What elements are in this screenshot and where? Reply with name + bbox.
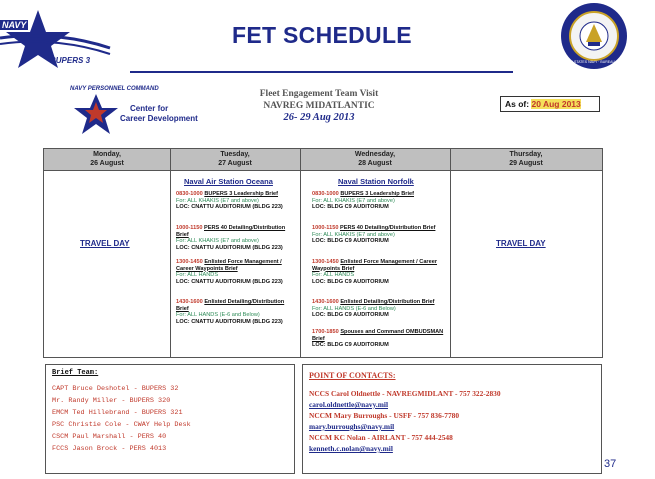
poc-email-link[interactable]: mary.burroughs@navy.mil — [309, 422, 395, 431]
column-date: 27 August — [218, 159, 252, 167]
event-name: BUPERS 3 Leadership Brief — [204, 191, 279, 197]
event-name: Enlisted Detailing/Distribution Brief — [176, 299, 285, 312]
event-location: LOC: BLDG C9 AUDITORIUM — [312, 278, 389, 285]
visit-header — [244, 88, 394, 124]
tuesday-event — [176, 225, 294, 251]
event-name: PERS 40 Detailing/Distribution Brief — [340, 225, 436, 231]
event-location: LOC: CNATTU AUDITORIUM (BLDG 223) — [176, 318, 283, 325]
wednesday-event — [312, 225, 444, 245]
event-time: 1300-1450 — [312, 259, 339, 265]
npc-career-development-logo — [66, 86, 206, 138]
poc-email-link[interactable]: carol.oldnettle@navy.mil — [309, 400, 388, 409]
npc-brand-text: NAVY PERSONNEL COMMAND — [70, 86, 159, 92]
column-day: Wednesday, — [354, 151, 396, 158]
event-audience: For: ALL HANDS — [312, 272, 355, 279]
event-time: 1000-1150 — [312, 225, 339, 231]
event-location: LOC: CNATTU AUDITORIUM (BLDG 223) — [176, 244, 283, 251]
brief-team-header: Brief Team: — [52, 369, 99, 377]
event-location: LOC: CNATTU AUDITORIUM (BLDG 223) — [176, 204, 283, 211]
as-of-box — [500, 96, 600, 112]
schedule-header-row — [44, 149, 602, 171]
event-time: 1430-1600 — [312, 299, 339, 305]
column-header-thursday — [450, 151, 602, 168]
event-name: Enlisted Detailing/Distribution Brief — [340, 299, 435, 305]
event-name: Enlisted Force Management / Career Waypoints Brief — [176, 259, 282, 272]
poc-name: NCCM Mary Burroughs - USFF - 757 836-7780 — [309, 411, 460, 420]
as-of-label: As of: — [505, 99, 530, 109]
column-divider — [300, 149, 301, 357]
event-time: 0830-1000 — [312, 191, 339, 197]
event-time: 1430-1600 — [176, 299, 203, 305]
as-of-date: 20 Aug 2013 — [531, 99, 581, 109]
event-audience: For: ALL KHAKIS (E7 and above) — [312, 231, 395, 238]
event-audience: For: ALL KHAKIS (E7 and above) — [176, 197, 259, 204]
npc-center-line2: Career Development — [120, 114, 198, 123]
brief-team-box — [45, 364, 295, 474]
wednesday-event — [312, 299, 444, 319]
poc-name: NCCS Carol Oldnettle - NAVREGMIDLANT - 757 322-2830 — [309, 389, 501, 398]
team-member: CSCM Paul Marshall - PERS 40 — [52, 433, 167, 441]
column-header-wednesday — [300, 151, 450, 168]
event-location: LOC: BLDG C9 AUDITORIUM — [312, 312, 389, 319]
column-divider — [170, 149, 171, 357]
tuesday-event — [176, 191, 294, 211]
column-header-tuesday — [170, 151, 300, 168]
tuesday-location: Naval Air Station Oceana — [184, 177, 273, 186]
wednesday-event — [312, 329, 444, 349]
event-name: Enlisted Force Management / Career Waypoints Brief — [312, 259, 438, 272]
column-divider — [450, 149, 451, 357]
navy-bupers-logo — [0, 8, 110, 72]
event-location: LOC: BLDG C9 AUDITORIUM — [312, 204, 389, 211]
event-time: 0830-1000 — [176, 191, 203, 197]
column-day: Thursday, — [509, 151, 543, 158]
event-name: BUPERS 3 Leadership Brief — [340, 191, 415, 197]
poc-name: NCCM KC Nolan - AIRLANT - 757 444-2548 — [309, 433, 453, 442]
event-audience: For: ALL KHAKIS (E7 and above) — [176, 238, 259, 245]
event-name: PERS 40 Detailing/Distribution Brief — [176, 225, 286, 238]
monday-travel-day: TRAVEL DAY — [80, 239, 130, 248]
event-audience: For: ALL KHAKIS (E7 and above) — [312, 197, 395, 204]
tuesday-event — [176, 259, 294, 285]
event-time: 1000-1150 — [176, 225, 203, 231]
event-location: LOC: CNATTU AUDITORIUM (BLDG 223) — [176, 278, 283, 285]
page-title: FET SCHEDULE — [232, 22, 412, 48]
column-day: Monday, — [93, 151, 121, 158]
team-member: PSC Christie Cole - CWAY Help Desk — [52, 421, 191, 429]
npc-star-icon — [72, 92, 122, 136]
event-time: 1700-1850 — [312, 329, 339, 335]
wednesday-event — [312, 191, 444, 211]
event-audience: For: ALL HANDS — [176, 272, 219, 279]
thursday-travel-day: TRAVEL DAY — [496, 239, 546, 248]
logo-bupers-text: BUPERS 3 — [50, 56, 91, 65]
wednesday-event — [312, 259, 444, 285]
seal-text: UNITED STATES NAVY · BUREAU OF NAVAL PERSONNEL — [560, 60, 655, 64]
poc-email-link[interactable]: kenneth.c.nolan@navy.mil — [309, 444, 393, 453]
page-number: 37 — [604, 458, 617, 470]
event-location: LOC: BLDG C9 AUDITORIUM — [312, 238, 389, 245]
wednesday-location: Naval Station Norfolk — [338, 177, 414, 186]
team-member: CAPT Bruce Deshotel - BUPERS 32 — [52, 385, 179, 393]
column-date: 26 August — [90, 159, 124, 167]
event-time: 1300-1450 — [176, 259, 203, 265]
column-header-monday — [44, 151, 170, 168]
tuesday-event — [176, 299, 294, 325]
event-audience: For: ALL HANDS (E-6 and Below) — [176, 312, 260, 319]
event-name: Spouses and Command OMBUDSMAN Brief — [312, 329, 444, 342]
team-member: FCCS Jason Brock - PERS 4013 — [52, 445, 167, 453]
team-member: EMCM Ted Hillebrand - BUPERS 321 — [52, 409, 183, 417]
visit-dates: 26- 29 Aug 2013 — [283, 112, 355, 123]
event-location: LOC: BLDG C9 AUDITORIUM — [312, 342, 389, 349]
schedule-table — [43, 148, 603, 358]
bureau-naval-personnel-seal — [560, 2, 655, 70]
event-audience: For: ALL HANDS (E-6 and Below) — [312, 305, 396, 312]
logo-navy-text: NAVY — [2, 20, 27, 30]
poc-header: POINT OF CONTACTS: — [309, 371, 396, 380]
column-date: 28 August — [358, 159, 392, 167]
visit-location: NAVREG MIDATLANTIC — [263, 101, 375, 111]
npc-center-line1: Center for — [130, 104, 169, 113]
points-of-contact-box — [302, 364, 602, 474]
column-date: 29 August — [509, 159, 543, 167]
team-member: Mr. Randy Miller - BUPERS 320 — [52, 397, 171, 405]
visit-title: Fleet Engagement Team Visit — [259, 89, 379, 99]
column-day: Tuesday, — [220, 151, 250, 158]
title-underline — [130, 71, 513, 73]
